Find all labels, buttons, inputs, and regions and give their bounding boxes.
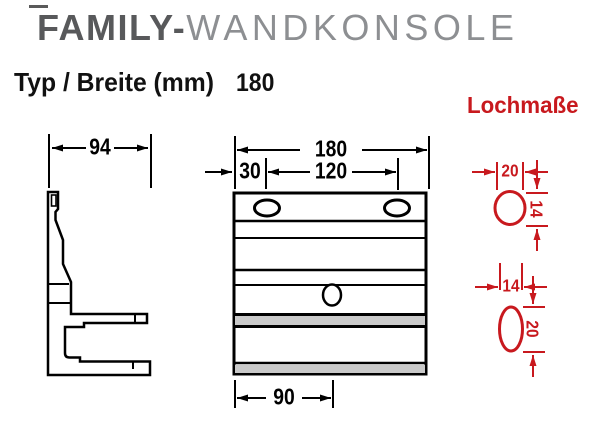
dim-top-hole-height: 14 (526, 200, 547, 218)
mounting-hole-center (323, 285, 341, 306)
dim-hole-spacing: 120 (314, 157, 348, 184)
mounting-hole-left (255, 200, 280, 216)
gray-band-upper (235, 316, 425, 325)
title-brand: FAMILY- (37, 7, 187, 48)
gray-band-lower (235, 365, 425, 373)
type-width-value: 180 (236, 69, 275, 97)
dim-bottom-hole-width: 14 (502, 275, 520, 296)
dim-bottom-width: 90 (273, 383, 295, 410)
hole-dimensions-heading: Lochmaße (467, 92, 579, 118)
title-product: WANDKONSOLE (186, 7, 519, 48)
type-width-label: Typ / Breite (mm) (14, 67, 214, 97)
dim-total-width: 180 (314, 135, 348, 162)
mounting-hole-right (385, 200, 410, 216)
side-view-drawing (48, 134, 151, 375)
dim-side-width: 94 (89, 133, 111, 160)
dim-top-hole-width: 20 (501, 160, 519, 181)
dim-bottom-hole-height: 20 (522, 320, 543, 338)
dim-edge-offset: 30 (239, 157, 261, 184)
hole-detail-top-oval (495, 192, 525, 225)
hole-detail-bottom-oval (500, 307, 523, 351)
